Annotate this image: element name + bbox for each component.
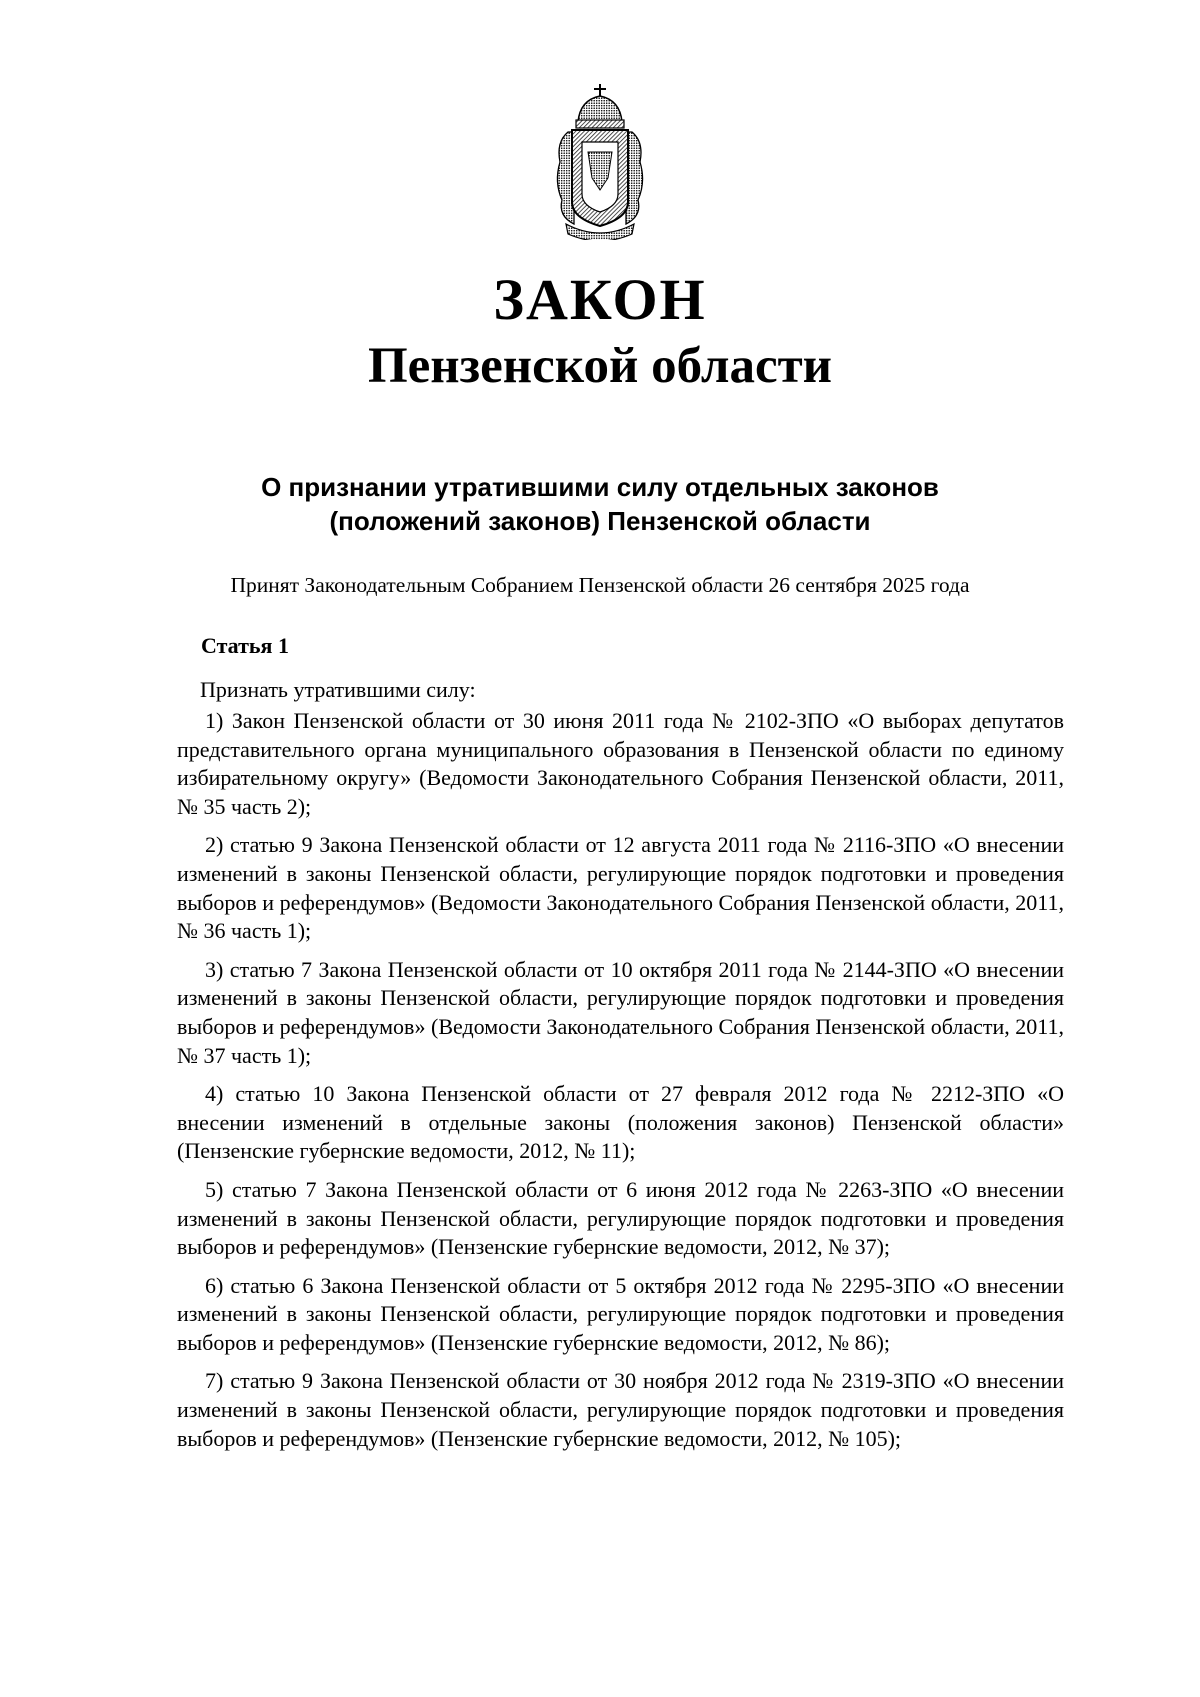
article-items	[177, 707, 1064, 1463]
article-item: 3) статью 7 Закона Пензенской области от 10 октября 2011 года № 2144-ЗПО «О внесении изменений в законы Пензенской области, регулирующие порядок подготовки и проведения выборов и референдумов» (Ведомости Законодательного Собрания Пензенской области, 2011, № 37 часть 1);	[177, 956, 1064, 1068]
law-subject	[0, 470, 1200, 538]
region-title: Пензенской области	[367, 338, 833, 394]
law-title: ЗАКОН	[493, 267, 707, 332]
law-subject-line-2: (положений законов) Пензенской области	[329, 506, 871, 536]
article-item: 6) статью 6 Закона Пензенской области от 5 октября 2012 года № 2295-ЗПО «О внесении изменений в законы Пензенской области, регулирующие порядок подготовки и проведения выборов и референдумов» (Пензенские губернские ведомости, 2012, № 86);	[177, 1272, 1064, 1355]
article-item: 5) статью 7 Закона Пензенской области от 6 июня 2012 года № 2263-ЗПО «О внесении изменений в законы Пензенской области, регулирующие порядок подготовки и проведения выборов и референдумов» (Пензенские губернские ведомости, 2012, № 37);	[177, 1176, 1064, 1260]
article-item: 1) Закон Пензенской области от 30 июня 2011 года № 2102-ЗПО «О выборах депутатов представительного органа муниципального образования в Пензенской области по единому избирательному округу» (Ведомости Законодательного Собрания Пензенской области, 2011, № 35 часть 2);	[177, 708, 1064, 819]
article-intro: Признать утратившими силу:	[200, 677, 476, 702]
article-item: 4) статью 10 Закона Пензенской области от 27 февраля 2012 года № 2212-ЗПО «О внесении изменений в отдельные законы (положения законов) Пензенской области» (Пензенские губернские ведомости, 2012, № 11);	[177, 1081, 1064, 1164]
article-item: 2) статью 9 Закона Пензенской области от 12 августа 2011 года № 2116-ЗПО «О внесении изменений в законы Пензенской области, регулирующие порядок подготовки и проведения выборов и референдумов» (Ведомости Законодательного Собрания Пензенской области, 2011, № 36 часть 1);	[177, 832, 1064, 944]
article-item: 7) статью 9 Закона Пензенской области от 30 ноября 2012 года № 2319-ЗПО «О внесении изменений в законы Пензенской области, регулирующие порядок подготовки и проведения выборов и референдумов» (Пензенские губернские ведомости, 2012, № 105);	[177, 1368, 1064, 1451]
law-subject-line-1: О признании утратившими силу отдельных законов	[261, 472, 939, 502]
article-heading: Статья 1	[201, 633, 289, 658]
adoption-statement: Принят Законодательным Собранием Пензенской области 26 сентября 2025 года	[230, 573, 970, 597]
coat-of-arms-icon	[548, 82, 652, 240]
